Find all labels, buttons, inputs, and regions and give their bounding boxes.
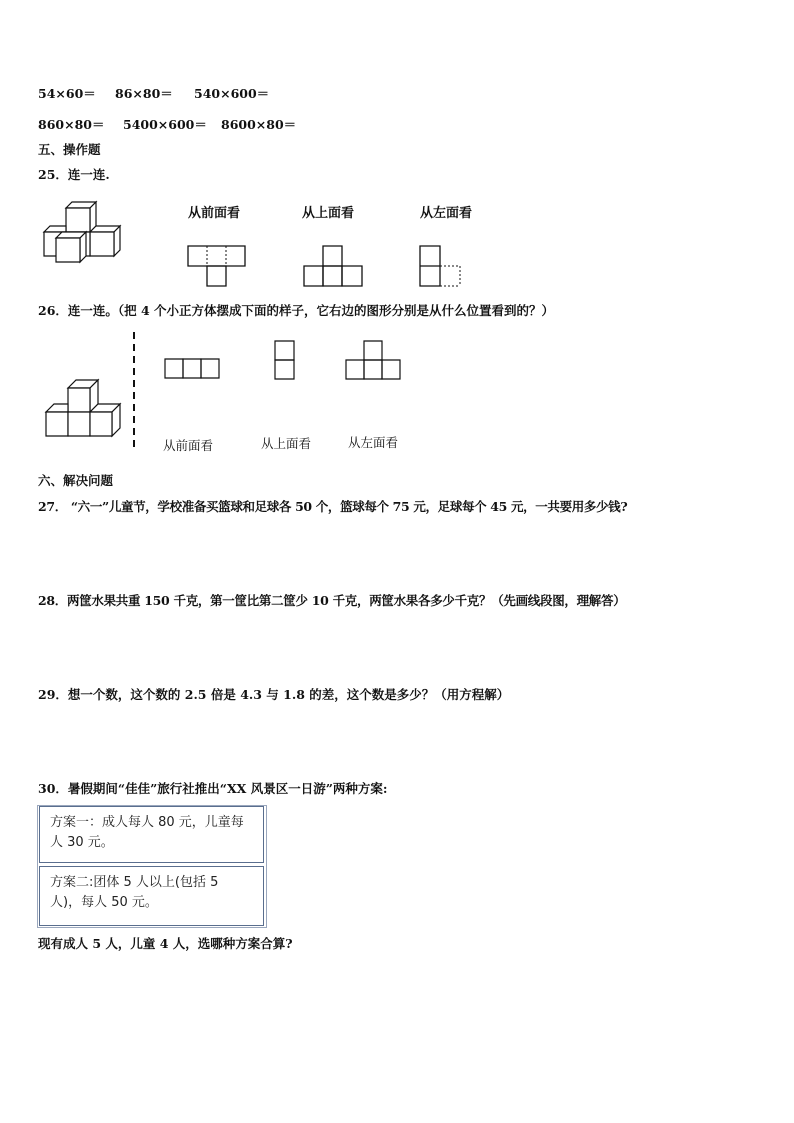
q25-label-top: 从上面看 — [302, 206, 355, 221]
q26-block-figure — [44, 378, 126, 440]
q26-shape-column-of-two — [274, 340, 296, 380]
calc-6: 8600×80＝ — [221, 117, 297, 132]
q26-separator — [131, 332, 137, 452]
section-6-heading: 六、解决问题 — [38, 473, 114, 488]
q25-view-top — [302, 244, 366, 288]
q30-title: 30．暑假期间“佳佳”旅行社推出“XX 风景区一日游”两种方案: — [38, 781, 388, 796]
calc-3: 540×600＝ — [194, 86, 270, 101]
calc-1: 54×60＝ — [38, 86, 96, 101]
q30-question: 现有成人 5 人，儿童 4 人，选哪种方案合算? — [38, 936, 293, 951]
q25-label-left: 从左面看 — [420, 206, 473, 221]
q29-text: 29．想一个数，这个数的 2.5 倍是 4.3 与 1.8 的差，这个数是多少？（用方程解） — [38, 687, 510, 702]
q26-shape-t — [344, 340, 404, 380]
q25-title: 25．连一连. — [38, 167, 110, 182]
q25-view-front — [186, 244, 248, 288]
q26-label-front: 从前面看 — [163, 438, 214, 453]
q30-plan-1: 方案一：成人每人 80 元，儿童每人 30 元。 — [39, 806, 264, 863]
q27-text: 27． “六一”儿童节，学校准备买篮球和足球各 50 个，篮球每个 75 元，足球每个 45 元，一共要用多少钱? — [38, 499, 628, 514]
calc-2: 86×80＝ — [115, 86, 173, 101]
calc-5: 5400×600＝ — [123, 117, 207, 132]
q25-block-figure — [40, 196, 128, 266]
q30-plan-2: 方案二:团体 5 人以上(包括 5 人)，每人 50 元。 — [39, 866, 264, 926]
q26-shape-row-of-three — [164, 358, 222, 380]
q26-label-top: 从上面看 — [261, 436, 312, 451]
calc-4: 860×80＝ — [38, 117, 105, 132]
q28-text: 28．两筐水果共重 150 千克，第一筐比第二筐少 10 千克，两筐水果各多少千克？（先画线段图，理解答） — [38, 593, 626, 608]
q26-label-left: 从左面看 — [348, 435, 399, 450]
q26-title: 26．连一连。（把 4 个小正方体摆成下面的样子，它右边的图形分别是从什么位置看到的？） — [38, 303, 555, 318]
section-5-heading: 五、操作题 — [38, 142, 101, 157]
q25-label-front: 从前面看 — [188, 206, 241, 221]
q25-view-left — [418, 244, 464, 288]
